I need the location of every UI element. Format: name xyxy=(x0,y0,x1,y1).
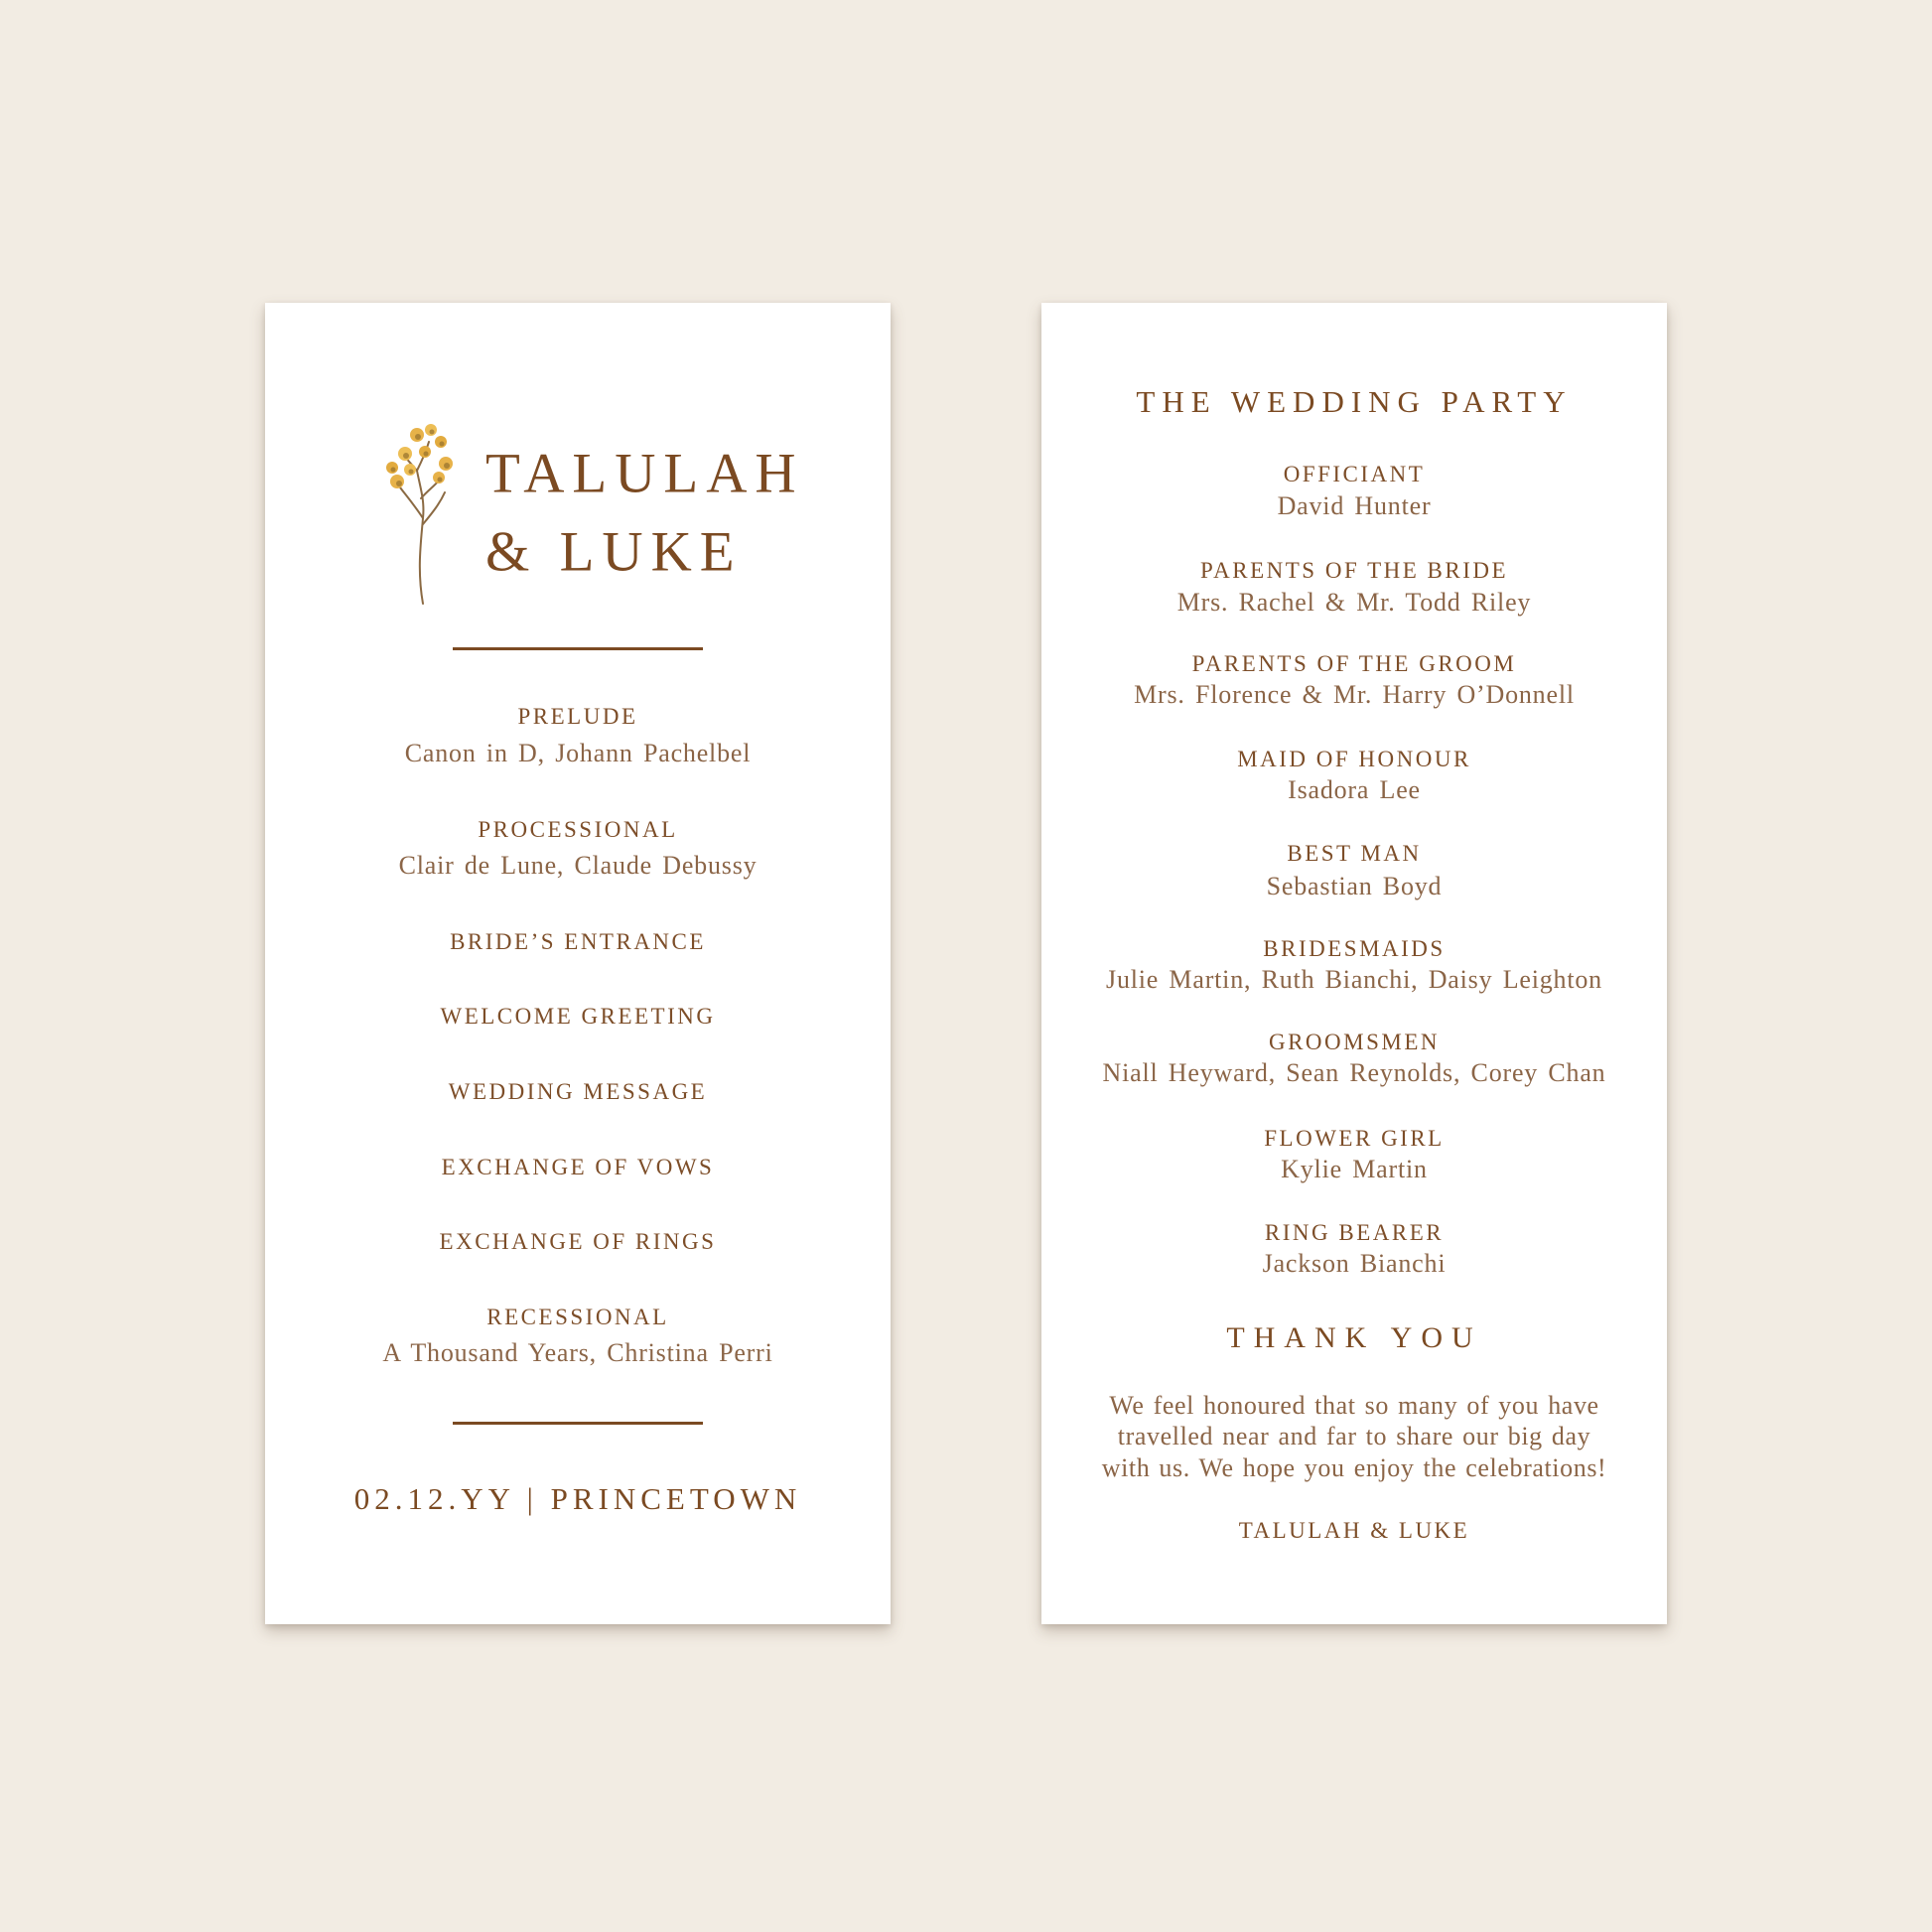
names-best-man: Sebastian Boyd xyxy=(1266,872,1443,900)
role-parents-of-the-bride: PARENTS OF THE BRIDE xyxy=(1199,558,1509,583)
program-label-prelude: PRELUDE xyxy=(517,704,638,729)
wedding-party-title: THE WEDDING PARTY xyxy=(1136,384,1573,419)
names-maid-of-honour: Isadora Lee xyxy=(1288,775,1421,804)
role-officiant: OFFICIANT xyxy=(1283,462,1426,486)
wedding-party-card xyxy=(1041,303,1667,1624)
couple-signature: TALULAH & LUKE xyxy=(1238,1518,1470,1543)
date-location-line: 02.12.YY | PRINCETOWN xyxy=(353,1481,802,1516)
program-label-processional: PROCESSIONAL xyxy=(478,817,678,842)
names-parents-of-the-groom: Mrs. Florence & Mr. Harry O’Donnell xyxy=(1134,680,1575,709)
names-officiant: David Hunter xyxy=(1277,491,1432,520)
names-groomsmen: Niall Heyward, Sean Reynolds, Corey Chan xyxy=(1102,1058,1606,1087)
thank-you-message-line3: with us. We hope you enjoy the celebrations! xyxy=(1101,1453,1607,1482)
role-maid-of-honour: MAID OF HONOUR xyxy=(1237,747,1471,771)
role-parents-of-the-groom: PARENTS OF THE GROOM xyxy=(1191,651,1517,676)
program-label-exchange-of-vows: EXCHANGE OF VOWS xyxy=(441,1155,715,1179)
program-label-welcome-greeting: WELCOME GREETING xyxy=(440,1004,716,1029)
role-best-man: BEST MAN xyxy=(1287,841,1422,866)
program-label-brides-entrance: BRIDE’S ENTRANCE xyxy=(450,929,706,954)
program-detail-processional: Clair de Lune, Claude Debussy xyxy=(398,851,758,880)
role-groomsmen: GROOMSMEN xyxy=(1268,1030,1441,1054)
couple-name-line1: TALULAH xyxy=(485,442,804,505)
thank-you-message-line2: travelled near and far to share our big day xyxy=(1117,1422,1591,1450)
divider-line-top xyxy=(453,647,703,650)
program-detail-recessional: A Thousand Years, Christina Perri xyxy=(382,1338,773,1367)
program-label-wedding-message: WEDDING MESSAGE xyxy=(448,1079,708,1104)
program-detail-prelude: Canon in D, Johann Pachelbel xyxy=(404,739,752,767)
ceremony-program-card xyxy=(265,303,891,1624)
program-label-recessional: RECESSIONAL xyxy=(486,1305,669,1329)
names-parents-of-the-bride: Mrs. Rachel & Mr. Todd Riley xyxy=(1176,588,1532,617)
thank-you-title: THANK YOU xyxy=(1226,1321,1482,1354)
role-flower-girl: FLOWER GIRL xyxy=(1264,1126,1445,1151)
couple-name-line2: & LUKE xyxy=(485,520,743,584)
role-bridesmaids: BRIDESMAIDS xyxy=(1263,936,1446,961)
names-ring-bearer: Jackson Bianchi xyxy=(1262,1249,1447,1278)
thank-you-message-line1: We feel honoured that so many of you have xyxy=(1109,1391,1599,1420)
names-flower-girl: Kylie Martin xyxy=(1281,1155,1428,1183)
divider-line-bottom xyxy=(453,1422,703,1425)
names-bridesmaids: Julie Martin, Ruth Bianchi, Daisy Leighton xyxy=(1106,965,1602,994)
role-ring-bearer: RING BEARER xyxy=(1264,1220,1445,1245)
dried-wildflower-icon xyxy=(384,421,458,606)
program-label-exchange-of-rings: EXCHANGE OF RINGS xyxy=(439,1229,717,1254)
